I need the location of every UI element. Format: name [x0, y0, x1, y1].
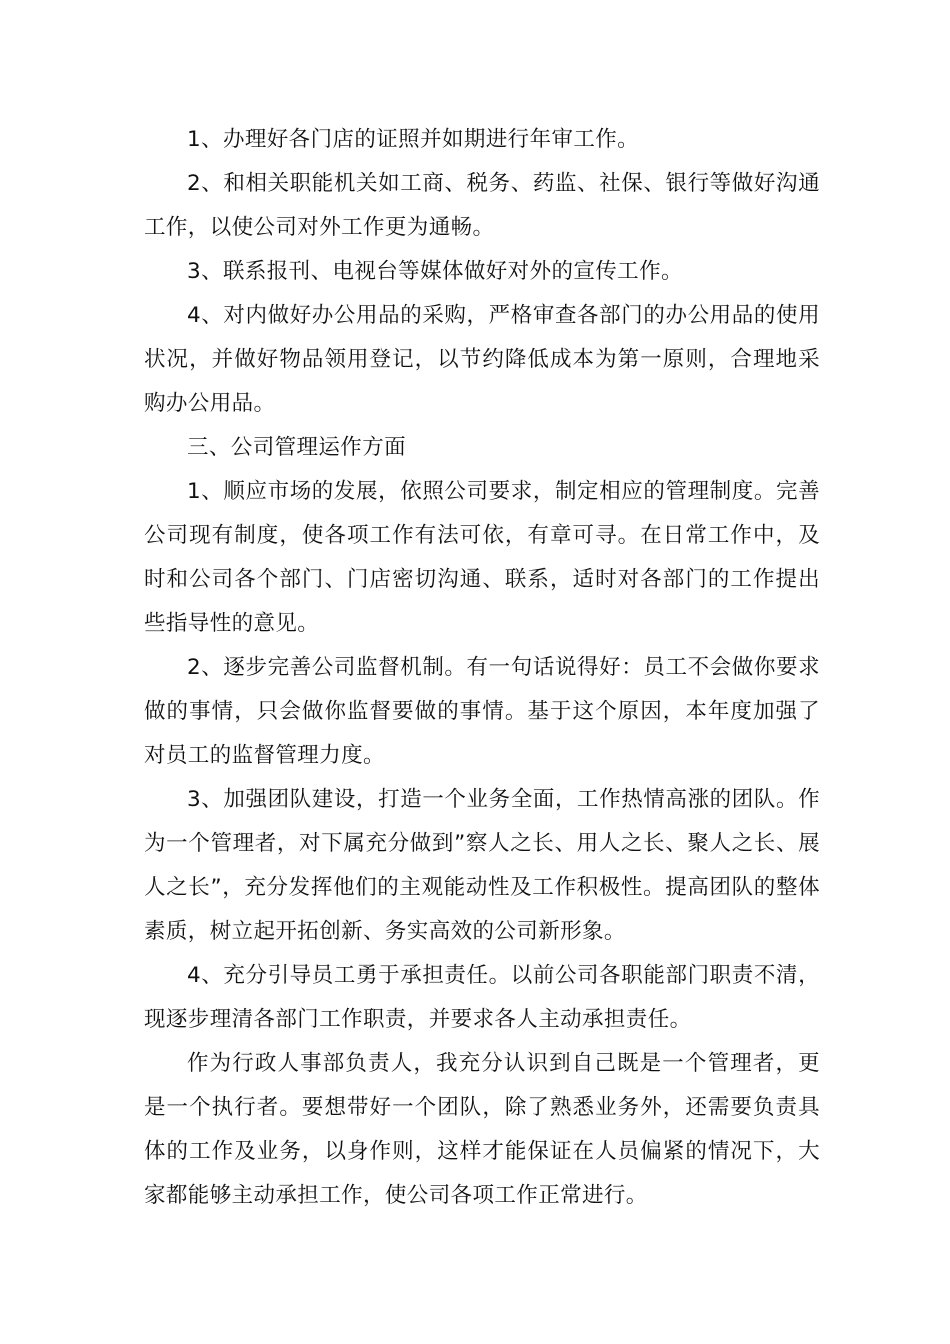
paragraph-management-2-supervision: 2、逐步完善公司监督机制。有一句话说得好：员工不会做你要求做的事情，只会做你监督要做的事情。基于这个原因，本年度加强了对员工的监督管理力度。	[144, 655, 820, 768]
document-body	[144, 118, 820, 1218]
paragraph-management-3-team-building: 3、加强团队建设，打造一个业务全面，工作热情高涨的团队。作为一个管理者，对下属充分做到”察人之长、用人之长、聚人之长、展人之长”，充分发挥他们的主观能动性及工作积极性。提高团队的整体素质，树立起开拓创新、务实高效的公司新形象。	[144, 787, 820, 944]
paragraph-management-1-systems: 1、顺应市场的发展，依照公司要求，制定相应的管理制度。完善公司现有制度，使各项工作有法可依，有章可寻。在日常工作中，及时和公司各个部门、门店密切沟通、联系，适时对各部门的工作提出些指导性的意见。	[144, 479, 820, 636]
paragraph-3-media-publicity: 3、联系报刊、电视台等媒体做好对外的宣传工作。	[187, 259, 683, 284]
paragraph-management-4-responsibility: 4、充分引导员工勇于承担责任。以前公司各职能部门职责不清，现逐步理清各部门工作职责，并要求各人主动承担责任。	[144, 963, 820, 1032]
section-heading-management: 三、公司管理运作方面	[187, 435, 407, 460]
paragraph-closing-summary: 作为行政人事部负责人，我充分认识到自己既是一个管理者，更是一个执行者。要想带好一个团队，除了熟悉业务外，还需要负责具体的工作及业务，以身作则，这样才能保证在人员偏紧的情况下，大家都能够主动承担工作，使公司各项工作正常进行。	[144, 1051, 820, 1208]
paragraph-2-agency-communication: 2、和相关职能机关如工商、税务、药监、社保、银行等做好沟通工作，以使公司对外工作更为通畅。	[144, 171, 820, 240]
paragraph-4-office-supplies: 4、对内做好办公用品的采购，严格审查各部门的办公用品的使用状况，并做好物品领用登记，以节约降低成本为第一原则，合理地采购办公用品。	[144, 303, 820, 416]
paragraph-1-license-review: 1、办理好各门店的证照并如期进行年审工作。	[187, 127, 640, 152]
